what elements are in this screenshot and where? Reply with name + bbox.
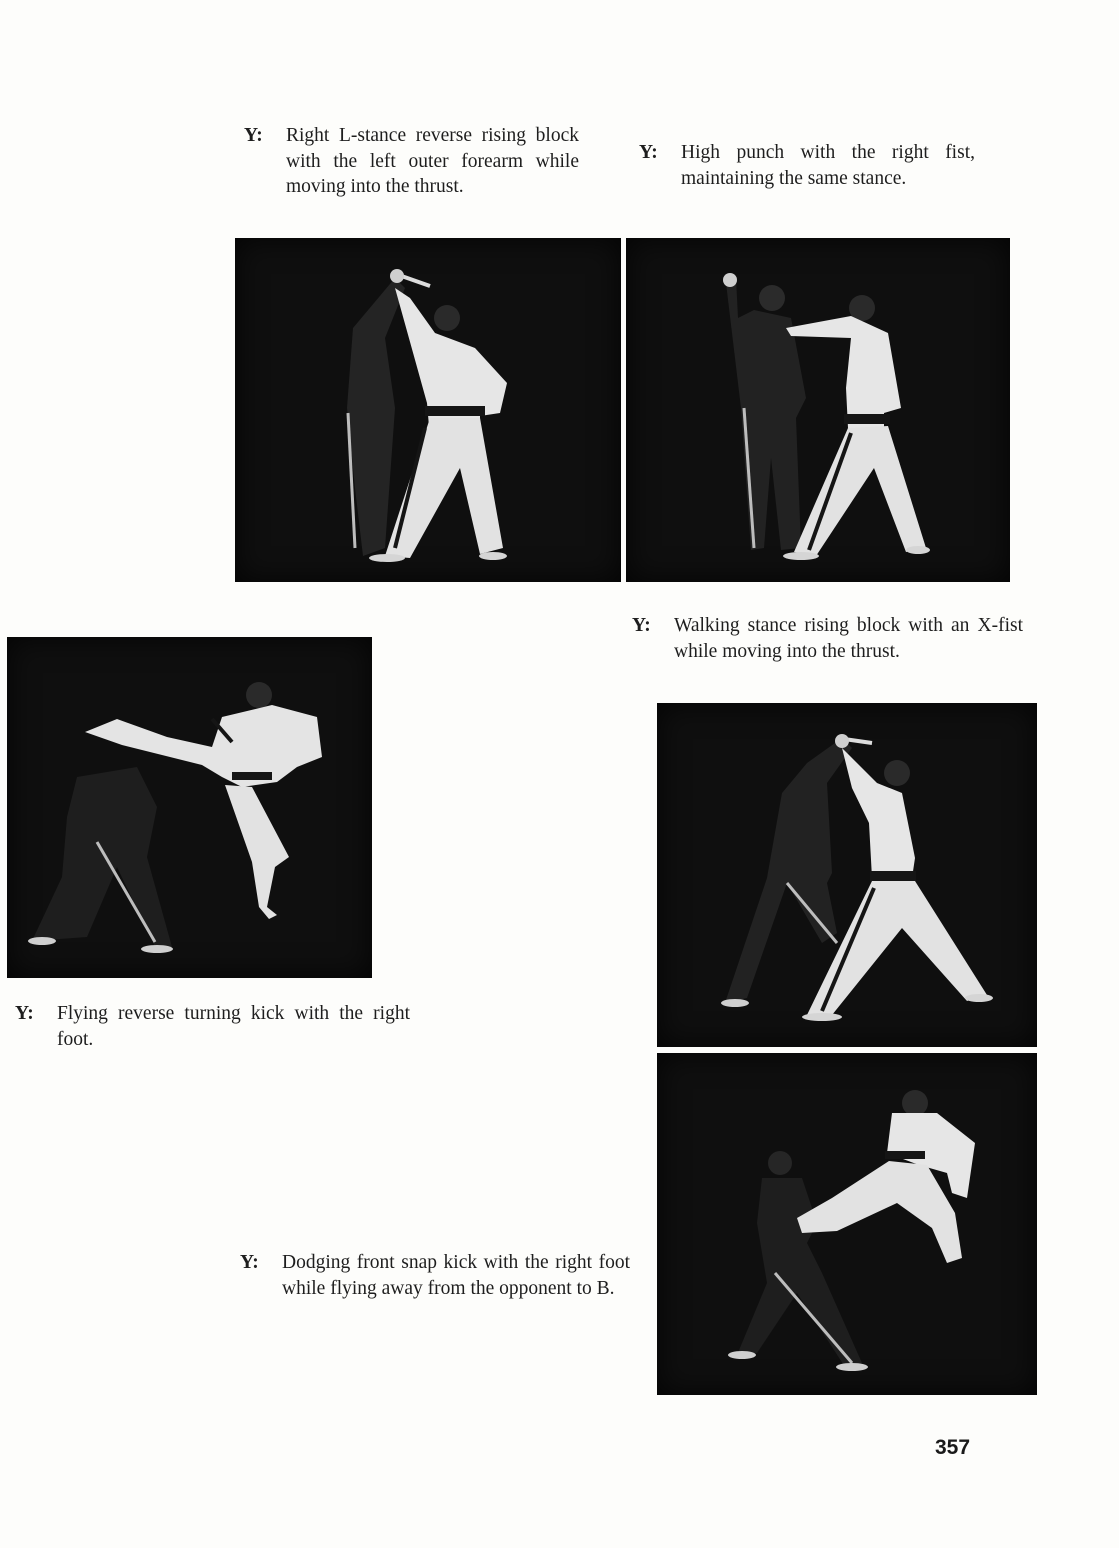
caption-label: Y: <box>632 615 651 636</box>
caption-text: Dodging front snap kick with the right foot while flying away from the opponent to B. <box>282 1252 630 1299</box>
caption-flying-front-snap-kick <box>240 1250 630 1301</box>
photo-flying-front-snap-kick <box>657 1053 1037 1395</box>
caption-x-fist-block <box>632 613 1023 664</box>
photo-x-fist-block <box>657 703 1037 1047</box>
caption-label: Y: <box>240 1252 259 1273</box>
caption-label: Y: <box>15 1003 34 1024</box>
caption-label: Y: <box>244 125 263 146</box>
caption-flying-turning-kick <box>15 1001 410 1052</box>
caption-high-punch <box>639 140 975 191</box>
photo-high-punch <box>626 238 1010 582</box>
caption-text: High punch with the right fist, maintaining the same stance. <box>681 142 975 189</box>
martial-artists-illustration <box>657 703 1037 1047</box>
martial-artists-illustration <box>7 637 372 978</box>
martial-artists-illustration <box>657 1053 1037 1395</box>
caption-text: Flying reverse turning kick with the right foot. <box>57 1003 410 1050</box>
caption-label: Y: <box>639 142 658 163</box>
page-number: 357 <box>935 1436 971 1459</box>
caption-text: Right L-stance reverse rising block with the left outer forearm while moving into the thrust. <box>286 125 579 197</box>
caption-rising-block <box>244 123 579 200</box>
photo-rising-block <box>235 238 621 582</box>
photo-flying-turning-kick <box>7 637 372 978</box>
martial-artists-illustration <box>235 238 621 582</box>
martial-artists-illustration <box>626 238 1010 582</box>
caption-text: Walking stance rising block with an X-fist while moving into the thrust. <box>674 615 1023 662</box>
